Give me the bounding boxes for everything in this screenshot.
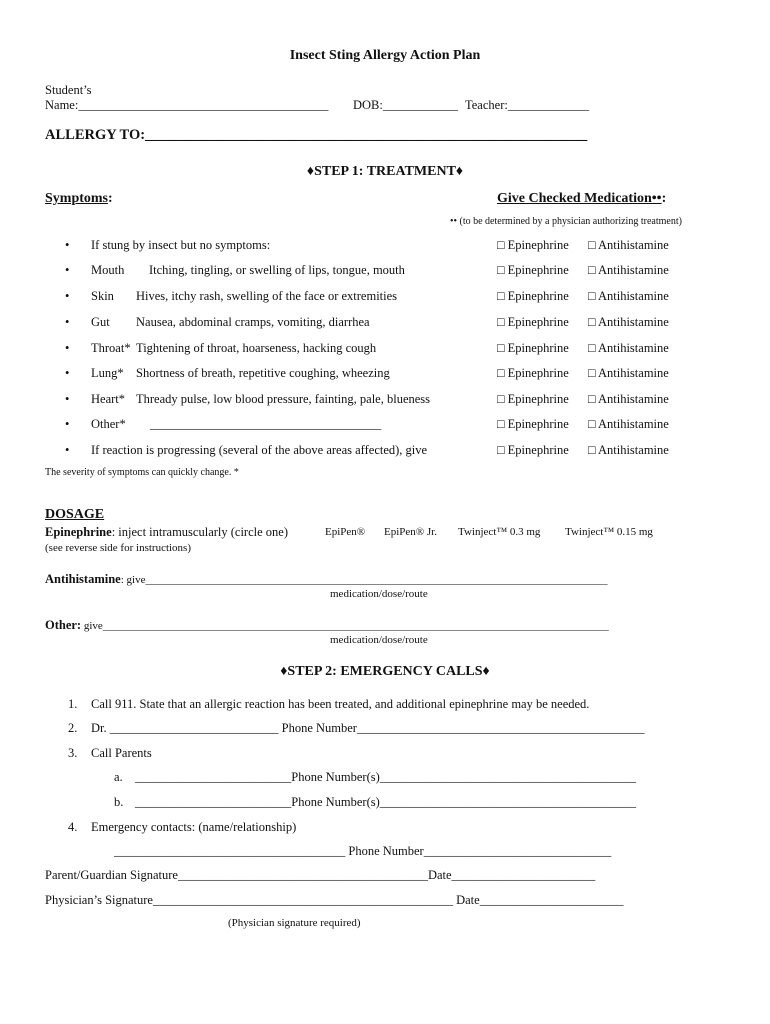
severity-note: The severity of symptoms can quickly change. * [45,467,239,478]
list-bullet: • [65,392,70,406]
teacher-field[interactable]: Teacher:_____________ [465,98,590,112]
symptom-desc: Hives, itchy rash, swelling of the face or extremities [136,289,398,303]
antihistamine-checkbox[interactable]: □ Antihistamine [588,238,669,252]
physician-signature-note: (Physician signature required) [228,917,361,929]
call-parents-text: Call Parents [91,746,152,760]
page-title: Insect Sting Allergy Action Plan [289,48,481,63]
epipen-option[interactable]: EpiPen® [325,526,366,538]
list-letter: a. [114,770,123,784]
parent-a-field[interactable]: _________________________Phone Number(s)_________________________________________ [135,770,637,784]
epinephrine-checkbox[interactable]: □ Epinephrine [497,289,569,303]
student-label: Student’s [45,83,92,97]
symptom-area: Mouth [91,263,125,277]
symptom-area: Gut [91,315,110,329]
epinephrine-checkbox[interactable]: □ Epinephrine [497,263,569,277]
symptom-desc: Tightening of throat, hoarseness, hacking cough [136,341,377,355]
symptom-desc: Nausea, abdominal cramps, vomiting, diarrhea [136,315,370,329]
symptom-area: If reaction is progressing (several of the above areas affected), give [91,443,428,457]
medication-heading: Give Checked Medication••: [497,191,667,206]
other-caption: medication/dose/route [330,634,428,646]
epinephrine-checkbox[interactable]: □ Epinephrine [497,443,569,457]
list-bullet: • [65,263,70,277]
list-bullet: • [65,289,70,303]
antihistamine-checkbox[interactable]: □ Antihistamine [588,417,669,431]
epipen-jr-option[interactable]: EpiPen® Jr. [384,526,437,538]
dob-field[interactable]: DOB:____________ [353,98,458,112]
step2-heading: ♦STEP 2: EMERGENCY CALLS♦ [280,664,490,679]
epinephrine-checkbox[interactable]: □ Epinephrine [497,315,569,329]
symptom-desc: Itching, tingling, or swelling of lips, tongue, mouth [149,263,405,277]
symptom-area: Throat* [91,341,131,355]
physician-signature-field[interactable]: Physician’s Signature________________________________________________ Date_______________________ [45,893,624,907]
epinephrine-line: Epinephrine: inject intramuscularly (circle one) [45,525,288,539]
list-bullet: • [65,417,70,431]
twinject-015-option[interactable]: Twinject™ 0.15 mg [565,526,653,538]
physician-note: •• (to be determined by a physician authorizing treatment) [450,216,682,227]
symptom-area: Heart* [91,392,126,406]
list-bullet: • [65,341,70,355]
list-bullet: • [65,443,70,457]
symptom-desc: Shortness of breath, repetitive coughing, wheezing [136,366,390,380]
epinephrine-checkbox[interactable]: □ Epinephrine [497,341,569,355]
other-symptom-field[interactable]: _____________________________________ [150,417,382,431]
symptom-desc: Thready pulse, low blood pressure, fainting, pale, blueness [136,392,431,406]
antihistamine-checkbox[interactable]: □ Antihistamine [588,263,669,277]
epinephrine-checkbox[interactable]: □ Epinephrine [497,238,569,252]
allergy-to-field[interactable]: ALLERGY TO:_____________________________________________________________ [45,127,588,143]
antihistamine-checkbox[interactable]: □ Antihistamine [588,341,669,355]
list-bullet: • [65,315,70,329]
symptom-area: If stung by insect but no symptoms: [91,238,271,252]
antihistamine-field[interactable]: Antihistamine: give____________________________________________________________________________________ [45,572,608,586]
antihistamine-checkbox[interactable]: □ Antihistamine [588,392,669,406]
emergency-contacts-text: Emergency contacts: (name/relationship) [91,820,297,834]
list-bullet: • [65,238,70,252]
list-number: 4. [68,820,78,834]
list-letter: b. [114,795,124,809]
doctor-phone-field[interactable]: Dr. ___________________________ Phone Number______________________________________________ [91,721,645,735]
symptom-area: Other* [91,417,126,431]
twinject-03-option[interactable]: Twinject™ 0.3 mg [458,526,541,538]
parent-signature-field[interactable]: Parent/Guardian Signature________________________________________Date_______________________ [45,868,596,882]
step1-heading: ♦STEP 1: TREATMENT♦ [306,164,464,179]
antihistamine-checkbox[interactable]: □ Antihistamine [588,315,669,329]
antihistamine-checkbox[interactable]: □ Antihistamine [588,366,669,380]
list-number: 3. [68,746,78,760]
antihistamine-checkbox[interactable]: □ Antihistamine [588,289,669,303]
student-name-field[interactable]: Name:________________________________________ [45,98,329,112]
symptoms-heading: Symptoms: [45,191,113,206]
epinephrine-checkbox[interactable]: □ Epinephrine [497,366,569,380]
call-911-text: Call 911. State that an allergic reaction has been treated, and additional epinephrine may be needed. [91,697,590,711]
list-number: 1. [68,697,78,711]
symptom-area: Skin [91,289,114,303]
epinephrine-checkbox[interactable]: □ Epinephrine [497,392,569,406]
antihistamine-caption: medication/dose/route [330,588,428,600]
list-bullet: • [65,366,70,380]
parent-b-field[interactable]: _________________________Phone Number(s)_________________________________________ [135,795,637,809]
other-medication-field[interactable]: Other: give____________________________________________________________________________________________ [45,618,609,632]
dosage-heading: DOSAGE [45,507,105,522]
emergency-contact-field[interactable]: _____________________________________ Phone Number______________________________ [114,844,612,858]
reverse-note: (see reverse side for instructions) [45,542,192,554]
symptom-area: Lung* [91,366,124,380]
antihistamine-checkbox[interactable]: □ Antihistamine [588,443,669,457]
list-number: 2. [68,721,78,735]
epinephrine-checkbox[interactable]: □ Epinephrine [497,417,569,431]
